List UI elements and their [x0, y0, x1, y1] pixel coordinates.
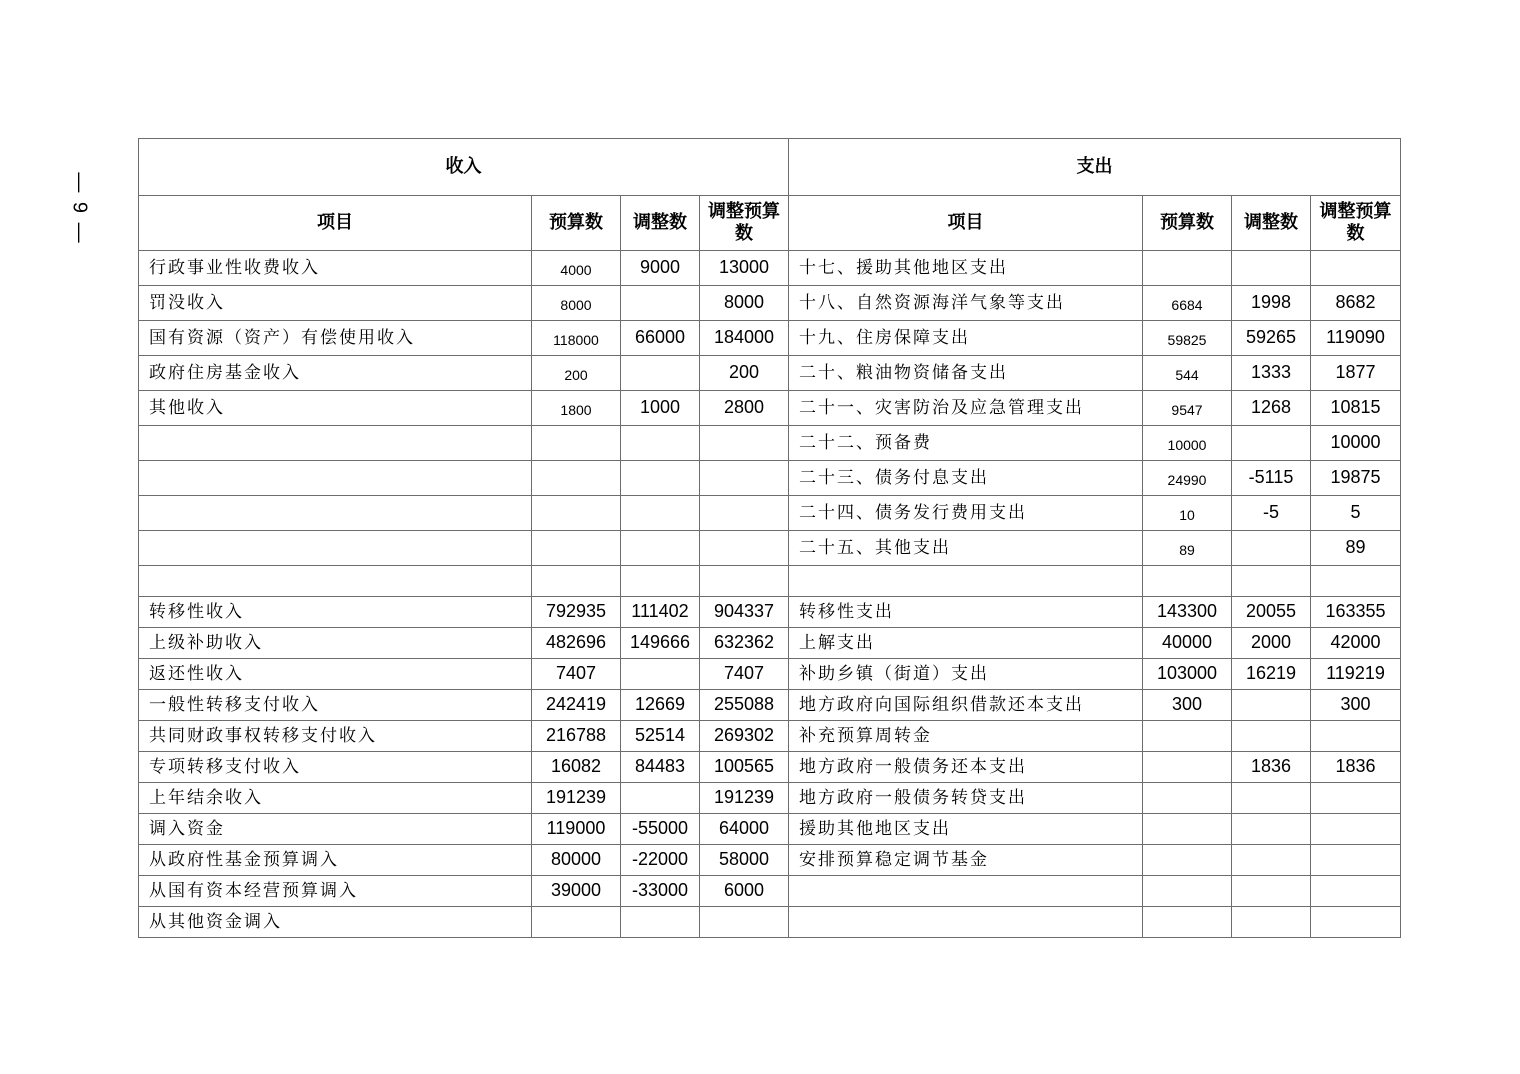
- income-budget-cell: [532, 566, 621, 597]
- expense-item-cell: 十八、自然资源海洋气象等支出: [789, 286, 1143, 321]
- income-adjusted-cell: 100565: [700, 752, 789, 783]
- table-row: [139, 814, 1401, 845]
- expense-adjust-cell: [1232, 876, 1311, 907]
- expense-budget-cell: 143300: [1143, 597, 1232, 628]
- income-adjusted-cell: 184000: [700, 321, 789, 356]
- expense-adjust-cell: 1333: [1232, 356, 1311, 391]
- expense-budget-cell: 89: [1143, 531, 1232, 566]
- income-adjusted-cell: [700, 531, 789, 566]
- income-adjusted-cell: 7407: [700, 659, 789, 690]
- income-adjust-header: 调整数: [621, 196, 700, 251]
- income-adjust-cell: [621, 356, 700, 391]
- income-budget-cell: 39000: [532, 876, 621, 907]
- income-adjust-cell: -33000: [621, 876, 700, 907]
- income-adjust-cell: 66000: [621, 321, 700, 356]
- expense-budget-cell: [1143, 721, 1232, 752]
- income-adjust-cell: 111402: [621, 597, 700, 628]
- table-row: [139, 356, 1401, 391]
- expense-adjust-cell: [1232, 251, 1311, 286]
- expense-adjust-cell: [1232, 426, 1311, 461]
- expense-adjusted-cell: [1311, 907, 1401, 938]
- expense-adjusted-cell: 5: [1311, 496, 1401, 531]
- income-adjust-cell: [621, 531, 700, 566]
- table-row: [139, 566, 1401, 597]
- income-adjust-cell: 12669: [621, 690, 700, 721]
- expense-adjusted-cell: 119090: [1311, 321, 1401, 356]
- income-adjust-cell: [621, 659, 700, 690]
- expense-budget-cell: [1143, 566, 1232, 597]
- expense-adjust-cell: [1232, 845, 1311, 876]
- income-adjust-cell: 149666: [621, 628, 700, 659]
- expense-adjusted-cell: [1311, 783, 1401, 814]
- expense-budget-cell: [1143, 251, 1232, 286]
- income-adjust-cell: [621, 286, 700, 321]
- expense-budget-cell: 10000: [1143, 426, 1232, 461]
- expense-adjusted-cell: 10815: [1311, 391, 1401, 426]
- income-adjust-cell: -55000: [621, 814, 700, 845]
- income-adjust-cell: -22000: [621, 845, 700, 876]
- expense-item-cell: 十七、援助其他地区支出: [789, 251, 1143, 286]
- expense-adjusted-cell: 1877: [1311, 356, 1401, 391]
- expense-adjusted-cell: 10000: [1311, 426, 1401, 461]
- income-adjusted-cell: 255088: [700, 690, 789, 721]
- table-row: [139, 628, 1401, 659]
- table-row: [139, 876, 1401, 907]
- expense-adjusted-header: 调整预算数: [1311, 196, 1401, 251]
- expense-item-cell: 二十四、债务发行费用支出: [789, 496, 1143, 531]
- table-row: [139, 426, 1401, 461]
- expense-adjust-cell: 1998: [1232, 286, 1311, 321]
- income-budget-cell: 242419: [532, 690, 621, 721]
- expense-item-cell: 补充预算周转金: [789, 721, 1143, 752]
- expense-budget-cell: 544: [1143, 356, 1232, 391]
- income-item-cell: [139, 461, 532, 496]
- budget-table: [138, 138, 1401, 938]
- income-adjusted-cell: 8000: [700, 286, 789, 321]
- income-adjust-cell: [621, 461, 700, 496]
- income-adjust-cell: 52514: [621, 721, 700, 752]
- expense-adjust-cell: 16219: [1232, 659, 1311, 690]
- table-row: [139, 251, 1401, 286]
- expense-budget-cell: 40000: [1143, 628, 1232, 659]
- table-row: [139, 907, 1401, 938]
- expense-item-cell: 二十三、债务付息支出: [789, 461, 1143, 496]
- income-budget-cell: 7407: [532, 659, 621, 690]
- income-item-cell: [139, 496, 532, 531]
- income-budget-cell: 118000: [532, 321, 621, 356]
- income-item-cell: 转移性收入: [139, 597, 532, 628]
- expense-adjust-cell: -5: [1232, 496, 1311, 531]
- expense-adjust-cell: [1232, 814, 1311, 845]
- table-row: [139, 461, 1401, 496]
- expense-adjusted-cell: [1311, 876, 1401, 907]
- income-adjusted-cell: [700, 426, 789, 461]
- expense-budget-cell: [1143, 783, 1232, 814]
- expense-adjusted-cell: 8682: [1311, 286, 1401, 321]
- income-adjusted-cell: [700, 566, 789, 597]
- income-budget-cell: 119000: [532, 814, 621, 845]
- expense-adjust-cell: [1232, 783, 1311, 814]
- income-item-cell: 从国有资本经营预算调入: [139, 876, 532, 907]
- expense-adjusted-cell: 119219: [1311, 659, 1401, 690]
- expense-item-cell: 安排预算稳定调节基金: [789, 845, 1143, 876]
- expense-adjusted-cell: [1311, 814, 1401, 845]
- table-row: [139, 659, 1401, 690]
- expense-budget-cell: 9547: [1143, 391, 1232, 426]
- expense-adjust-header: 调整数: [1232, 196, 1311, 251]
- expense-budget-cell: 59825: [1143, 321, 1232, 356]
- income-item-cell: [139, 531, 532, 566]
- income-header: 收入: [139, 139, 789, 196]
- income-item-cell: 一般性转移支付收入: [139, 690, 532, 721]
- expense-budget-cell: 6684: [1143, 286, 1232, 321]
- table-row: [139, 752, 1401, 783]
- expense-item-cell: [789, 566, 1143, 597]
- expense-budget-cell: [1143, 876, 1232, 907]
- expense-item-cell: 援助其他地区支出: [789, 814, 1143, 845]
- expense-adjust-cell: [1232, 690, 1311, 721]
- expense-adjust-cell: 1268: [1232, 391, 1311, 426]
- expense-adjust-cell: -5115: [1232, 461, 1311, 496]
- income-budget-cell: 8000: [532, 286, 621, 321]
- expense-budget-cell: [1143, 752, 1232, 783]
- expense-item-cell: [789, 907, 1143, 938]
- income-budget-cell: 16082: [532, 752, 621, 783]
- income-adjusted-cell: 58000: [700, 845, 789, 876]
- income-adjusted-cell: 64000: [700, 814, 789, 845]
- income-budget-cell: 200: [532, 356, 621, 391]
- expense-item-cell: 地方政府一般债务还本支出: [789, 752, 1143, 783]
- expense-adjusted-cell: 42000: [1311, 628, 1401, 659]
- expense-item-header: 项目: [789, 196, 1143, 251]
- income-adjusted-cell: [700, 496, 789, 531]
- income-item-cell: 共同财政事权转移支付收入: [139, 721, 532, 752]
- income-adjusted-cell: 904337: [700, 597, 789, 628]
- expense-adjusted-cell: 89: [1311, 531, 1401, 566]
- expense-item-cell: [789, 876, 1143, 907]
- income-item-cell: 从其他资金调入: [139, 907, 532, 938]
- expense-adjusted-cell: 1836: [1311, 752, 1401, 783]
- income-budget-cell: [532, 907, 621, 938]
- expense-item-cell: 二十五、其他支出: [789, 531, 1143, 566]
- expense-item-cell: 地方政府一般债务转贷支出: [789, 783, 1143, 814]
- table-row: [139, 597, 1401, 628]
- expense-adjust-cell: 1836: [1232, 752, 1311, 783]
- expense-budget-header: 预算数: [1143, 196, 1232, 251]
- income-item-cell: 上级补助收入: [139, 628, 532, 659]
- expense-item-cell: 地方政府向国际组织借款还本支出: [789, 690, 1143, 721]
- income-item-cell: 其他收入: [139, 391, 532, 426]
- expense-adjusted-cell: [1311, 566, 1401, 597]
- income-budget-cell: 216788: [532, 721, 621, 752]
- expense-budget-cell: [1143, 845, 1232, 876]
- income-adjust-cell: 9000: [621, 251, 700, 286]
- income-adjust-cell: [621, 907, 700, 938]
- income-item-cell: 专项转移支付收入: [139, 752, 532, 783]
- expense-budget-cell: 10: [1143, 496, 1232, 531]
- income-budget-cell: 191239: [532, 783, 621, 814]
- income-adjusted-cell: 6000: [700, 876, 789, 907]
- income-item-cell: [139, 426, 532, 461]
- expense-budget-cell: 24990: [1143, 461, 1232, 496]
- income-item-cell: 上年结余收入: [139, 783, 532, 814]
- header-row-columns: [139, 196, 1401, 251]
- income-adjust-cell: 1000: [621, 391, 700, 426]
- table-row: [139, 690, 1401, 721]
- expense-budget-cell: [1143, 907, 1232, 938]
- expense-adjusted-cell: [1311, 845, 1401, 876]
- income-budget-cell: [532, 531, 621, 566]
- income-adjusted-cell: [700, 461, 789, 496]
- income-adjusted-cell: 200: [700, 356, 789, 391]
- income-adjusted-cell: 13000: [700, 251, 789, 286]
- income-item-cell: 国有资源（资产）有偿使用收入: [139, 321, 532, 356]
- income-item-cell: 行政事业性收费收入: [139, 251, 532, 286]
- table-row: [139, 496, 1401, 531]
- page-number: [64, 160, 94, 256]
- expense-budget-cell: 300: [1143, 690, 1232, 721]
- income-item-header: 项目: [139, 196, 532, 251]
- income-adjusted-cell: 269302: [700, 721, 789, 752]
- table-row: [139, 783, 1401, 814]
- expense-adjusted-cell: 163355: [1311, 597, 1401, 628]
- table-row: [139, 391, 1401, 426]
- income-budget-cell: 482696: [532, 628, 621, 659]
- expense-adjust-cell: 59265: [1232, 321, 1311, 356]
- expense-item-cell: 二十二、预备费: [789, 426, 1143, 461]
- expense-budget-cell: [1143, 814, 1232, 845]
- income-budget-cell: 792935: [532, 597, 621, 628]
- income-budget-cell: 4000: [532, 251, 621, 286]
- income-item-cell: 返还性收入: [139, 659, 532, 690]
- table-row: [139, 286, 1401, 321]
- table-row: [139, 321, 1401, 356]
- income-adjusted-cell: 632362: [700, 628, 789, 659]
- expense-adjust-cell: 2000: [1232, 628, 1311, 659]
- income-adjust-cell: [621, 566, 700, 597]
- income-budget-cell: [532, 426, 621, 461]
- income-budget-cell: [532, 461, 621, 496]
- expense-header: 支出: [789, 139, 1401, 196]
- expense-adjusted-cell: [1311, 721, 1401, 752]
- income-budget-cell: 80000: [532, 845, 621, 876]
- table-row: [139, 721, 1401, 752]
- income-item-cell: 政府住房基金收入: [139, 356, 532, 391]
- income-budget-cell: [532, 496, 621, 531]
- expense-adjust-cell: 20055: [1232, 597, 1311, 628]
- income-item-cell: 调入资金: [139, 814, 532, 845]
- expense-adjust-cell: [1232, 721, 1311, 752]
- header-row-main: [139, 139, 1401, 196]
- income-adjusted-cell: [700, 907, 789, 938]
- income-adjust-cell: [621, 426, 700, 461]
- expense-item-cell: 十九、住房保障支出: [789, 321, 1143, 356]
- expense-item-cell: 上解支出: [789, 628, 1143, 659]
- expense-adjust-cell: [1232, 907, 1311, 938]
- expense-item-cell: 二十、粮油物资储备支出: [789, 356, 1143, 391]
- income-item-cell: [139, 566, 532, 597]
- expense-item-cell: 转移性支出: [789, 597, 1143, 628]
- expense-item-cell: 二十一、灾害防治及应急管理支出: [789, 391, 1143, 426]
- income-budget-cell: 1800: [532, 391, 621, 426]
- expense-adjusted-cell: [1311, 251, 1401, 286]
- income-adjust-cell: [621, 783, 700, 814]
- expense-item-cell: 补助乡镇（街道）支出: [789, 659, 1143, 690]
- expense-adjust-cell: [1232, 566, 1311, 597]
- table-row: [139, 845, 1401, 876]
- expense-budget-cell: 103000: [1143, 659, 1232, 690]
- income-item-cell: 从政府性基金预算调入: [139, 845, 532, 876]
- expense-adjusted-cell: 300: [1311, 690, 1401, 721]
- expense-adjust-cell: [1232, 531, 1311, 566]
- income-adjust-cell: 84483: [621, 752, 700, 783]
- table-row: [139, 531, 1401, 566]
- income-adjusted-header: 调整预算数: [700, 196, 789, 251]
- income-budget-header: 预算数: [532, 196, 621, 251]
- expense-adjusted-cell: 19875: [1311, 461, 1401, 496]
- income-item-cell: 罚没收入: [139, 286, 532, 321]
- page-number-text: — 9 —: [68, 171, 91, 245]
- income-adjusted-cell: 2800: [700, 391, 789, 426]
- income-adjust-cell: [621, 496, 700, 531]
- income-adjusted-cell: 191239: [700, 783, 789, 814]
